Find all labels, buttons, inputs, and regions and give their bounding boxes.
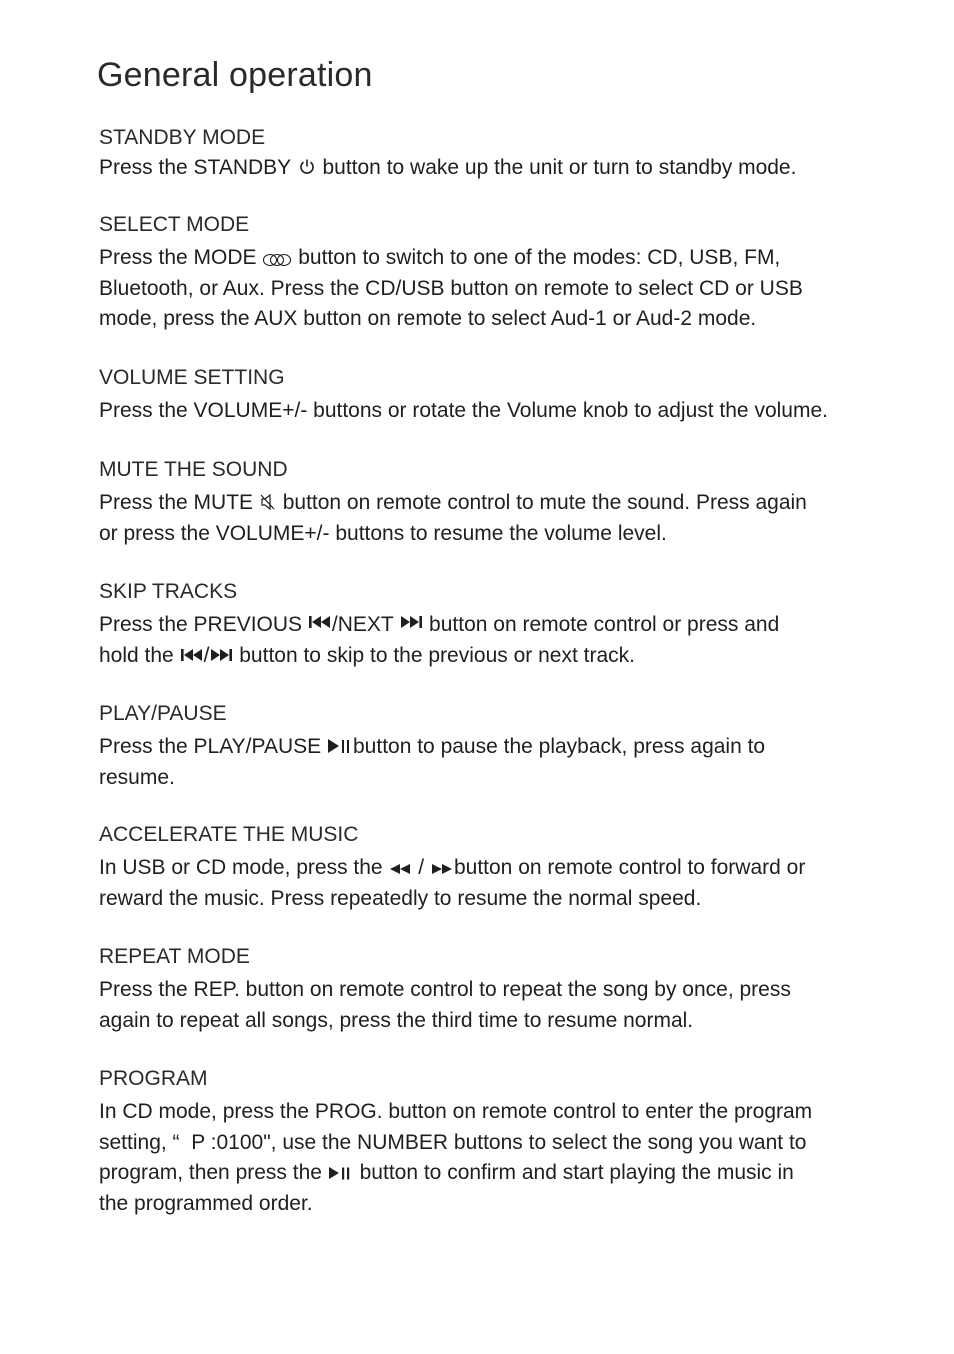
section-body [99, 975, 899, 1036]
body-text: the programmed order. [99, 1191, 313, 1215]
body-text: / [412, 856, 430, 879]
body-text: setting, “ P :0100", use the NUMBER buttons to select the song you want to [99, 1130, 807, 1154]
section-body [99, 488, 899, 549]
body-text: button to wake up the unit or turn to standby mode. [316, 156, 797, 179]
body-text: Press the VOLUME+/- buttons or rotate the Volume knob to adjust the volume. [99, 399, 828, 422]
section-mute-the-sound [99, 456, 899, 549]
next-track-icon [209, 648, 233, 662]
body-text: button on remote control or press and [423, 613, 780, 636]
body-text: Press the PREVIOUS [99, 613, 308, 636]
section-heading: ACCELERATE THE MUSIC [99, 823, 359, 846]
body-text: In USB or CD mode, press the [99, 856, 389, 879]
body-text: Press the MUTE [99, 491, 259, 514]
body-text: button to confirm and start playing the music in [353, 1161, 794, 1184]
body-text: resume. [99, 765, 175, 789]
body-text: or press the VOLUME+/- buttons to resume the volume level. [99, 521, 667, 545]
body-text: button to switch to one of the modes: CD, USB, FM, [292, 246, 781, 269]
section-heading: PLAY/PAUSE [99, 702, 227, 725]
section-body [99, 243, 899, 335]
body-text: button to pause the playback, press again to [353, 735, 766, 758]
body-text: Press the MODE [99, 246, 263, 269]
body-text: program, then press the [99, 1161, 328, 1184]
page-title: General operation [97, 56, 373, 94]
previous-track-icon [308, 615, 332, 629]
section-body [99, 853, 899, 914]
section-body [99, 396, 899, 427]
body-text: / [203, 643, 210, 667]
section-body [99, 610, 899, 671]
section-play-pause [99, 700, 899, 793]
mode-icon [262, 252, 292, 268]
play-pause-icon [328, 1165, 354, 1181]
section-heading: PROGRAM [99, 1067, 208, 1090]
body-text: button to skip to the previous or next track. [233, 643, 635, 667]
section-body [99, 1097, 899, 1219]
section-select-mode [99, 211, 899, 335]
rewind-icon [388, 863, 412, 875]
mute-icon [259, 492, 277, 512]
body-text: Bluetooth, or Aux. Press the CD/USB button on remote to select CD or USB [99, 276, 803, 300]
section-heading: SKIP TRACKS [99, 580, 238, 603]
body-text: button on remote control to forward or [453, 856, 806, 879]
previous-track-icon [180, 648, 204, 662]
body-text: again to repeat all songs, press the third time to resume normal. [99, 1008, 694, 1032]
section-standby-mode [99, 124, 899, 184]
body-text: Press the STANDBY [99, 156, 291, 179]
power-icon [297, 157, 317, 177]
section-repeat-mode [99, 943, 899, 1036]
section-heading: MUTE THE SOUND [99, 458, 288, 481]
body-text: In CD mode, press the PROG. button on remote control to enter the program [99, 1100, 813, 1123]
section-skip-tracks [99, 578, 899, 671]
section-accelerate-the-music [99, 821, 899, 914]
fast-forward-icon [430, 863, 454, 875]
section-body [99, 153, 899, 184]
body-text: Press the PLAY/PAUSE [99, 735, 327, 758]
body-text: /NEXT [331, 613, 394, 636]
section-heading: STANDBY MODE [99, 126, 266, 149]
next-track-icon [399, 615, 423, 629]
body-text: hold the [99, 643, 180, 667]
body-text: Press the REP. button on remote control to repeat the song by once, press [99, 978, 791, 1001]
section-body [99, 732, 899, 793]
section-heading: VOLUME SETTING [99, 366, 285, 389]
body-text: reward the music. Press repeatedly to resume the normal speed. [99, 886, 702, 910]
section-heading: REPEAT MODE [99, 945, 250, 968]
section-volume-setting [99, 364, 899, 427]
section-program [99, 1065, 899, 1219]
section-heading: SELECT MODE [99, 213, 250, 236]
body-text: mode, press the AUX button on remote to select Aud-1 or Aud-2 mode. [99, 307, 757, 330]
body-text: button on remote control to mute the sound. Press again [276, 491, 807, 514]
play-pause-icon [327, 738, 353, 754]
